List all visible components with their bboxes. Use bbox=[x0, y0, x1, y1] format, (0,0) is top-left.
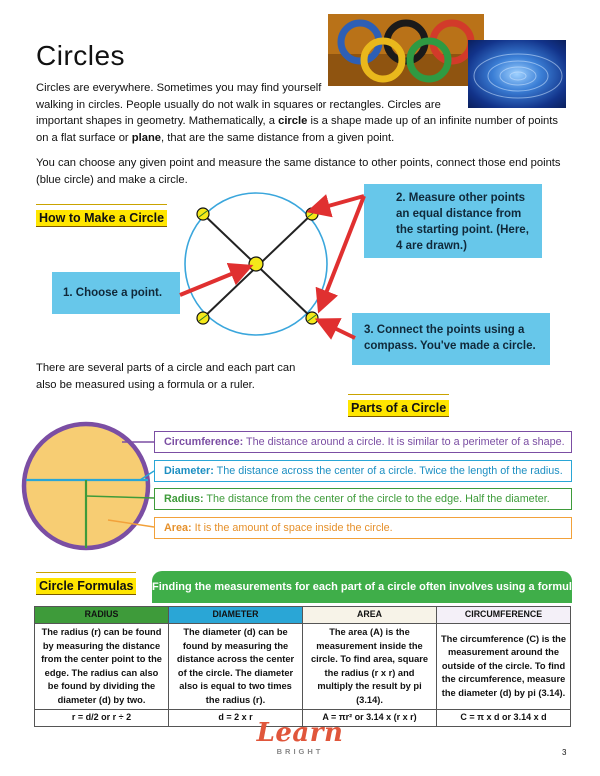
intro-line: walking in circles. People usually do not walk in squares or rectangles. Circles are bbox=[36, 98, 441, 111]
header-area: AREA bbox=[303, 607, 437, 624]
intro-paragraph-cont bbox=[36, 113, 576, 146]
olympic-rings-photo bbox=[328, 14, 484, 86]
callout-measure-points: 2. Measure other points an equal distance from the starting point. (Here, 4 are drawn.) bbox=[364, 184, 542, 258]
para-line: You can choose any given point and measure the same distance to other points, connect those end points bbox=[36, 157, 561, 169]
part-circumference bbox=[154, 431, 572, 453]
para-line: (blue circle) and make a circle. bbox=[36, 173, 188, 186]
formulas-table bbox=[34, 606, 571, 727]
desc-circumference: The circumference (C) is the measurement around the outside of the circle. To find the circumference, measure the diameter (d) by pi (3.14). bbox=[437, 624, 571, 710]
formula-diameter: d = 2 x r bbox=[169, 710, 303, 727]
learn-bright-logo bbox=[250, 719, 350, 756]
part-term: Circumference: bbox=[164, 436, 244, 448]
part-diameter bbox=[154, 460, 572, 482]
header-circumference: CIRCUMFERENCE bbox=[437, 607, 571, 624]
formula-circumference: C = π x d or 3.14 x d bbox=[437, 710, 571, 727]
logo-sub: BRIGHT bbox=[276, 747, 324, 756]
desc-radius: The radius (r) can be found by measuring the distance from the center point to the edge. The radius can also be found by dividing the diameter (d) by two. bbox=[35, 624, 169, 710]
part-term: Diameter: bbox=[164, 465, 214, 477]
circle-construction-diagram bbox=[170, 190, 370, 350]
how-to-heading: How to Make a Circle bbox=[36, 204, 167, 227]
part-desc: It is the amount of space inside the circle. bbox=[194, 522, 393, 534]
part-desc: The distance from the center of the circle to the edge. Half the diameter. bbox=[206, 493, 550, 505]
intro-line: Circles are everywhere. Sometimes you may find yourself bbox=[36, 82, 322, 94]
desc-diameter: The diameter (d) can be found by measuring the distance across the center of the circle. The diameter also is equal to two times the radius (r). bbox=[169, 624, 303, 710]
parts-intro-line: There are several parts of a circle and each part can bbox=[36, 362, 296, 374]
table-header-row bbox=[35, 607, 571, 624]
formulas-table-wrap bbox=[34, 606, 571, 727]
center-point bbox=[249, 257, 263, 271]
parts-intro-line: also be measured using a formula or a ruler. bbox=[36, 378, 255, 391]
table-row bbox=[35, 624, 571, 710]
formulas-heading: Circle Formulas bbox=[36, 572, 136, 595]
part-area bbox=[154, 517, 572, 539]
header-radius: RADIUS bbox=[35, 607, 169, 624]
desc-area: The area (A) is the measurement inside the circle. To find area, square the radius (r x r) and multiply the result by pi (3.14). bbox=[303, 624, 437, 710]
part-radius bbox=[154, 488, 572, 510]
formulas-banner: Finding the measurements for each part of a circle often involves using a formula. bbox=[152, 571, 572, 603]
water-ripple-photo bbox=[468, 40, 566, 108]
page-number: 3 bbox=[562, 748, 567, 757]
intro-paragraph bbox=[36, 80, 476, 113]
logo-word: Learn bbox=[256, 718, 344, 748]
parts-heading: Parts of a Circle bbox=[348, 394, 449, 417]
formula-area: A = πr² or 3.14 x (r x r) bbox=[303, 710, 437, 727]
parts-circle-diagram bbox=[20, 420, 160, 560]
parts-intro bbox=[36, 360, 336, 393]
intro-line: important shapes in geometry. Mathematically, a circle is a shape made up of an infinite number of points bbox=[36, 115, 558, 127]
callout-choose-point: 1. Choose a point. bbox=[52, 272, 180, 314]
intro-line: on a flat surface or plane, that are the same distance from a given point. bbox=[36, 131, 395, 144]
part-term: Radius: bbox=[164, 493, 204, 505]
page-title: Circles bbox=[36, 40, 126, 71]
header-diameter: DIAMETER bbox=[169, 607, 303, 624]
callout-connect-points: 3. Connect the points using a compass. You've made a circle. bbox=[352, 313, 550, 365]
formula-radius: r = d/2 or r ÷ 2 bbox=[35, 710, 169, 727]
part-desc: The distance across the center of a circle. Twice the length of the radius. bbox=[216, 465, 563, 477]
part-desc: The distance around a circle. It is similar to a perimeter of a shape. bbox=[246, 436, 565, 448]
part-term: Area: bbox=[164, 522, 192, 534]
